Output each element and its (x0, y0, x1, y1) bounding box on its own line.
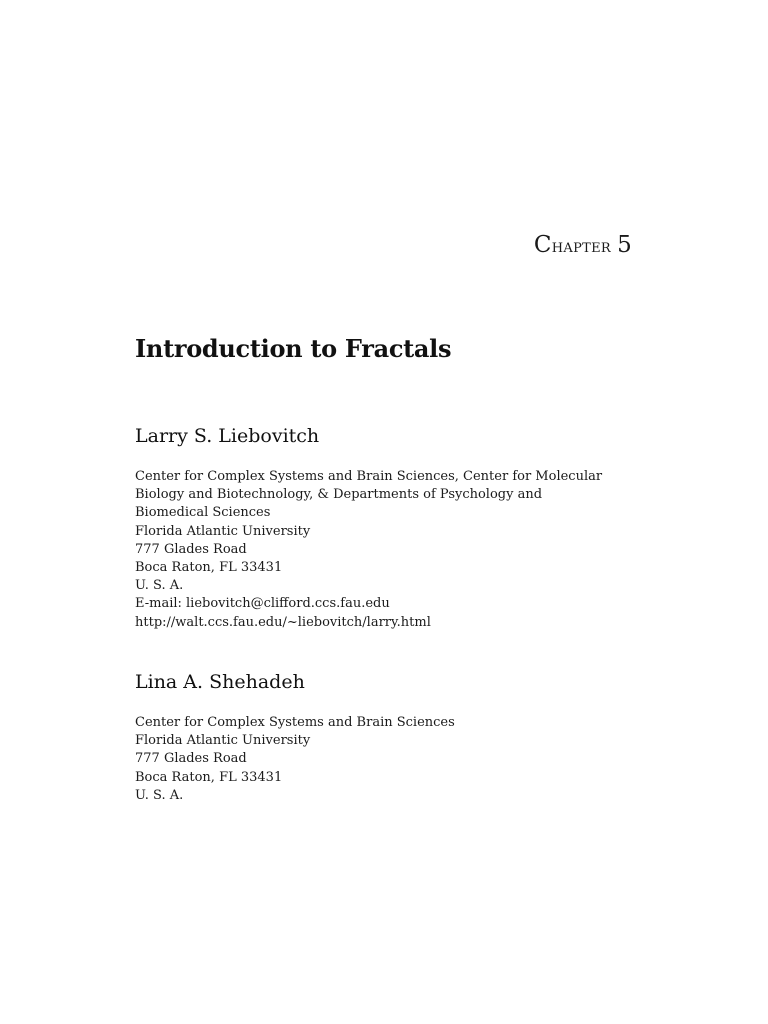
affiliation-line: Biomedical Sciences (135, 505, 271, 521)
country-line: U. S. A. (135, 578, 184, 594)
city-state-zip-line: Boca Raton, FL 33431 (135, 560, 283, 576)
affiliation-line: Biology and Biotechnology, & Departments of Psychology and (135, 487, 543, 503)
chapter-number: 5 (617, 232, 632, 258)
university-line: Florida Atlantic University (135, 733, 311, 749)
author-name-shehadeh: Lina A. Shehadeh (135, 671, 305, 693)
affiliation-line: Center for Complex Systems and Brain Sciences, Center for Molecular (135, 469, 603, 484)
email-line: E-mail: liebovitch@clifford.ccs.fau.edu (135, 596, 390, 612)
chapter-label-rest: hapter (551, 236, 612, 257)
street-address-line: 777 Glades Road (135, 751, 247, 767)
country-line: U. S. A. (135, 787, 184, 803)
chapter-label-initial: C (533, 232, 552, 258)
homepage-url-line: http://walt.ccs.fau.edu/~liebovitch/larry.html (135, 614, 431, 630)
chapter-heading (534, 232, 632, 258)
author-name-liebovitch: Larry S. Liebovitch (135, 425, 320, 447)
chapter-title: Introduction to Fractals (135, 334, 452, 363)
street-address-line: 777 Glades Road (135, 541, 247, 557)
author-affiliation-shehadeh (135, 714, 655, 805)
affiliation-line: Center for Complex Systems and Brain Sciences (135, 715, 455, 730)
university-line: Florida Atlantic University (135, 523, 311, 539)
city-state-zip-line: Boca Raton, FL 33431 (135, 769, 283, 785)
author-affiliation-liebovitch (135, 468, 655, 632)
